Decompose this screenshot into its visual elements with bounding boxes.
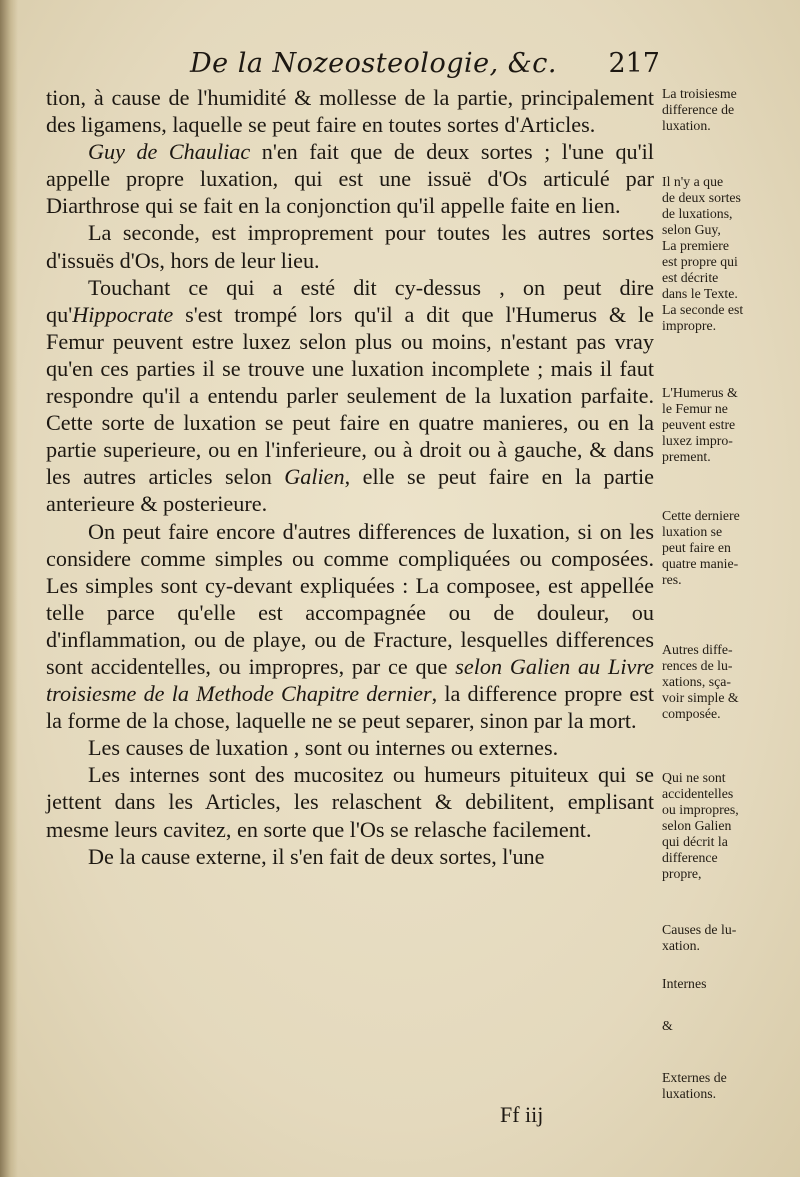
page-number: 217 xyxy=(608,48,660,79)
margin-note xyxy=(662,174,798,334)
body-paragraph xyxy=(46,518,654,735)
margin-note xyxy=(662,385,798,465)
margin-note-line: qui décrit la xyxy=(662,834,728,849)
margin-note-line: rences de lu- xyxy=(662,658,733,673)
margin-note xyxy=(662,1018,798,1034)
margin-note xyxy=(662,770,798,882)
margin-note-line: res. xyxy=(662,572,682,587)
body-paragraph xyxy=(46,274,654,518)
margin-note-line: Il n'y a que xyxy=(662,174,724,189)
margin-note-line: impropre. xyxy=(662,318,717,333)
italic-run: Guy de Chauliac xyxy=(88,139,251,165)
text-run: Les causes de luxation , sont ou internes ou externes. xyxy=(88,735,559,761)
margin-note-line: xation. xyxy=(662,938,700,953)
text-run: De la cause externe, il s'en fait de deux sortes, l'une xyxy=(88,843,545,869)
body-paragraph xyxy=(46,84,654,138)
margin-note-line: difference xyxy=(662,850,718,865)
body-paragraph xyxy=(46,761,654,842)
italic-run: selon Galien au Livre troisiesme de la Methode Chapitre dernier xyxy=(46,653,655,707)
margin-note-line: difference de xyxy=(662,102,735,117)
margin-note-line: luxation. xyxy=(662,118,711,133)
margin-note-line: peut faire en xyxy=(662,540,731,555)
text-run: , la difference propre est la forme de la chose, laquelle ne se peut separer, sinon par la mort. xyxy=(46,681,655,734)
margin-note-line: luxation se xyxy=(662,524,723,539)
margin-note-line: La premiere xyxy=(662,238,730,253)
margin-note-line: dans le Texte. xyxy=(662,286,738,301)
margin-note-line: voir simple & xyxy=(662,690,739,705)
text-run: s'est trompé lors qu'il a dit que l'Humerus & le Femur peuvent estre luxez selon plus ou moins, n'estant pas vray qu'en ces parties il se trouve une luxation incomplete ; mais il faut respondre qu'il a entendu parler seulement de la luxation parfaite. Cette sorte de luxation se peut faire en quatre manieres, ou en la partie superieure, ou en l'inferieure, ou à droit ou à gauche, & dans les autres articles selon xyxy=(46,301,654,490)
margin-note xyxy=(662,922,798,954)
text-run: La seconde, est improprement pour toutes les autres sortes d'issuës d'Os, hors de leur lieu. xyxy=(46,220,654,273)
margin-note xyxy=(662,976,798,992)
italic-run: Galien xyxy=(284,464,345,490)
margin-note-line: le Femur ne xyxy=(662,401,728,416)
margin-note-line: selon Guy, xyxy=(662,222,721,237)
margin-note-line: peuvent estre xyxy=(662,417,736,432)
margin-note-line: L'Humerus & xyxy=(662,385,738,400)
margin-note-line: xations, sça- xyxy=(662,674,731,689)
running-header xyxy=(190,48,660,86)
margin-note-line: Externes de xyxy=(662,1070,727,1085)
margin-note-line: & xyxy=(662,1018,673,1033)
margin-note xyxy=(662,1070,798,1102)
main-text-column xyxy=(46,84,654,870)
margin-note xyxy=(662,642,798,722)
margin-note-line: luxations. xyxy=(662,1086,717,1101)
margin-note-line: accidentelles xyxy=(662,786,734,801)
margin-note-line: luxez impro- xyxy=(662,433,733,448)
margin-note-line: de deux sortes xyxy=(662,190,741,205)
text-run: Les internes sont des mucositez ou humeurs pituiteux qui se jettent dans les Articles, les relaschent & debilitent, emplisant mesme leurs cavitez, en sorte que l'Os se relasche facilement. xyxy=(46,762,654,842)
italic-run: Hippocrate xyxy=(72,301,174,327)
text-run: On peut faire encore d'autres differences de luxation, si on les considere comme simples ou comme compliquées ou composées. Les simples sont cy-devant expliquées : La composee, est appellée telle parce qu'elle est accompagnée ou de douleur, ou d'inflammation, ou de playe, ou de Fracture, lesquelles differences sont accidentelles, ou impropres, par ce que xyxy=(46,518,654,679)
margin-note-line: La seconde est xyxy=(662,302,744,317)
margin-note-line: de luxations, xyxy=(662,206,733,221)
signature-mark: Ff iij xyxy=(500,1102,544,1127)
margin-note-line: propre, xyxy=(662,866,702,881)
margin-note-line: La troisiesme xyxy=(662,86,737,101)
margin-note-line: prement. xyxy=(662,449,711,464)
body-paragraph xyxy=(46,219,654,273)
margin-note-line: Qui ne sont xyxy=(662,770,726,785)
text-run: n'en fait que de deux sortes ; l'une qu'il appelle propre luxation, qui est une issuë d'Os articulé par Diarthrose qui se fait en la conjonction qu'il appelle faite en lien. xyxy=(46,139,654,219)
margin-note-line: quatre manie- xyxy=(662,556,739,571)
margin-note xyxy=(662,86,798,134)
margin-note xyxy=(662,508,798,588)
margin-note-line: Causes de lu- xyxy=(662,922,737,937)
body-paragraph xyxy=(46,138,654,219)
margin-note-line: composée. xyxy=(662,706,721,721)
body-paragraph xyxy=(46,734,654,761)
margin-note-line: est propre qui xyxy=(662,254,738,269)
margin-note-line: est décrite xyxy=(662,270,719,285)
running-title: De la Nozeosteologie, &c. xyxy=(190,48,557,79)
text-run: , elle se peut faire en la partie anterieure & posterieure. xyxy=(46,464,654,517)
margin-note-line: ou impropres, xyxy=(662,802,739,817)
text-run: Touchant ce qui a esté dit cy-dessus , on peut dire qu' xyxy=(46,274,654,327)
text-run: tion, à cause de l'humidité & mollesse de la partie, principalement des ligamens, laquelle se peut faire en toutes sortes d'Articles. xyxy=(46,85,654,138)
margin-note-line: Cette derniere xyxy=(662,508,740,523)
margin-note-line: Internes xyxy=(662,976,707,991)
margin-note-line: Autres diffe- xyxy=(662,642,733,657)
margin-note-line: selon Galien xyxy=(662,818,732,833)
book-spine-shadow xyxy=(0,0,18,1177)
body-paragraph xyxy=(46,843,654,870)
